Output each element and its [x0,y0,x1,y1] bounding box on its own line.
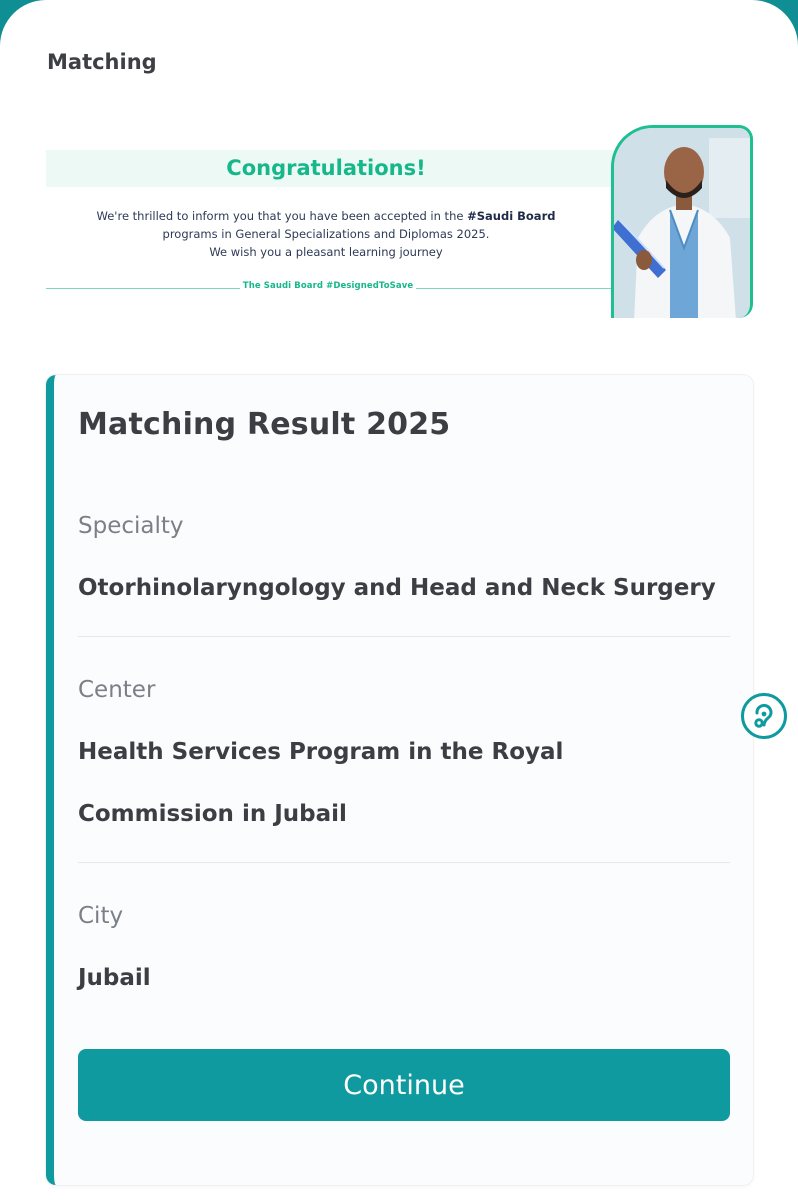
banner-hashtag: #Saudi Board [467,209,556,223]
center-label: Center [78,677,156,703]
congratulations-banner [46,125,753,318]
center-value: Health Services Program in the Royal Commission in Jubail [78,739,564,827]
banner-line-1 [46,207,606,225]
banner-message [46,207,606,261]
divider [78,636,730,637]
doctor-illustration [614,128,753,318]
city-label: City [78,903,124,929]
help-button[interactable] [741,693,787,739]
doctor-photo [611,125,753,318]
specialty-value: Otorhinolaryngology and Head and Neck Surgery [78,575,716,601]
city-value: Jubail [78,965,151,991]
divider [78,862,730,863]
help-ear-icon [751,702,777,730]
banner-heading: Congratulations! [226,156,426,180]
continue-button[interactable]: Continue [78,1049,730,1121]
banner-line-1-text: We're thrilled to inform you that you have been accepted in the [96,209,468,223]
banner-footer-rule-right [416,288,612,289]
banner-line-3: We wish you a pleasant learning journey [209,245,443,259]
matching-result-card [46,375,753,1185]
page-title: Matching [47,50,157,74]
banner-footer-rule-left [46,288,240,289]
banner-line-2: programs in General Specializations and Diplomas 2025. [162,227,490,241]
specialty-label: Specialty [78,513,184,539]
card-title: Matching Result 2025 [78,407,451,442]
banner-footer: The Saudi Board #DesignedToSave [242,281,414,291]
